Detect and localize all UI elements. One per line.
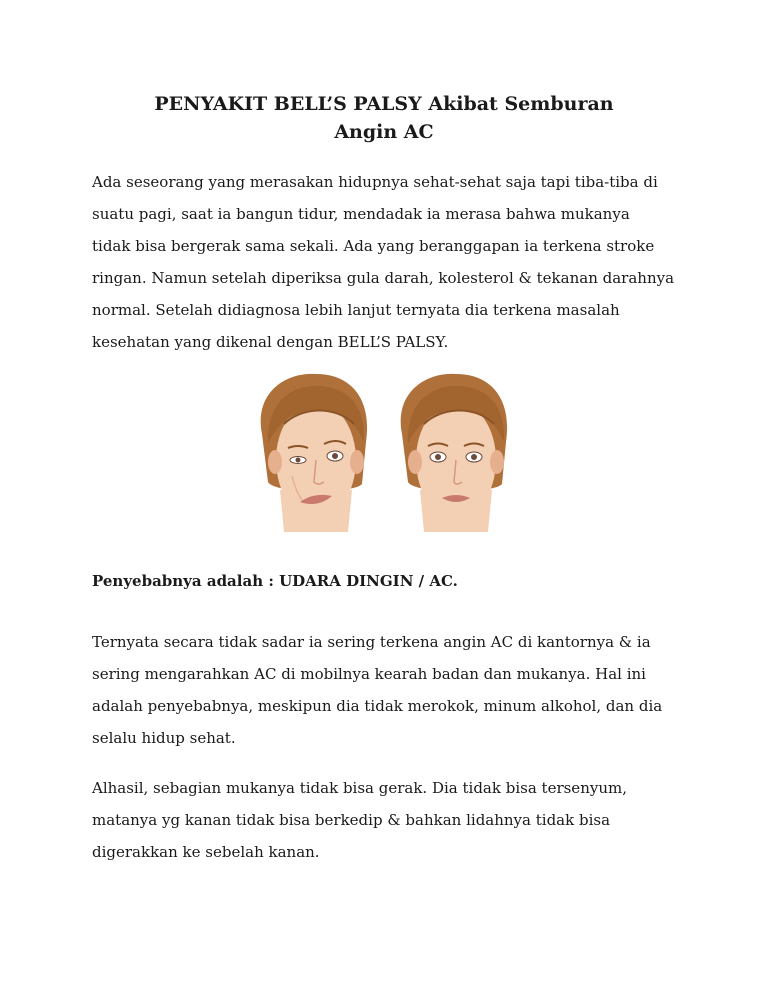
effect-paragraph: [92, 772, 692, 868]
cause-heading: Penyebabnya adalah : UDARA DINGIN / AC.: [92, 572, 458, 590]
paragraph-line: Ada seseorang yang merasakan hidupnya sehat-sehat saja tapi tiba-tiba di: [92, 173, 658, 191]
bells-palsy-illustration: [244, 364, 524, 540]
paragraph-line: Ternyata secara tidak sadar ia sering terkena angin AC di kantornya & ia: [92, 633, 651, 651]
paragraph-line: normal. Setelah didiagnosa lebih lanjut ternyata dia terkena masalah: [92, 301, 620, 319]
left-ear: [268, 450, 282, 474]
paragraph-line: Alhasil, sebagian mukanya tidak bisa gerak. Dia tidak bisa tersenyum,: [92, 779, 627, 797]
paragraph-line: sering mengarahkan AC di mobilnya kearah badan dan mukanya. Hal ini: [92, 665, 646, 683]
paragraph-line: adalah penyebabnya, meskipun dia tidak merokok, minum alkohol, dan dia: [92, 697, 663, 715]
title-line-2: Angin AC: [334, 121, 434, 143]
document-title: [92, 90, 676, 146]
paragraph-line: ringan. Namun setelah diperiksa gula darah, kolesterol & tekanan darahnya: [92, 269, 675, 287]
paragraph-line: digerakkan ke sebelah kanan.: [92, 843, 320, 861]
title-line-1: PENYAKIT BELL’S PALSY Akibat Semburan: [154, 93, 614, 115]
paragraph-line: suatu pagi, saat ia bangun tidur, mendadak ia merasa bahwa mukanya: [92, 205, 630, 223]
left-eye: [296, 458, 301, 463]
right-eye: [332, 453, 338, 459]
face-normal: [401, 374, 507, 532]
face-palsy: [261, 374, 367, 532]
intro-paragraph: [92, 166, 692, 358]
faces-illustration: [244, 364, 524, 540]
cause-paragraph: [92, 626, 692, 754]
right-ear: [350, 450, 364, 474]
paragraph-line: selalu hidup sehat.: [92, 729, 236, 747]
paragraph-line: tidak bisa bergerak sama sekali. Ada yang beranggapan ia terkena stroke: [92, 237, 655, 255]
paragraph-line: matanya yg kanan tidak bisa berkedip & bahkan lidahnya tidak bisa: [92, 811, 611, 829]
paragraph-line: kesehatan yang dikenal dengan BELL’S PALSY.: [92, 333, 449, 351]
